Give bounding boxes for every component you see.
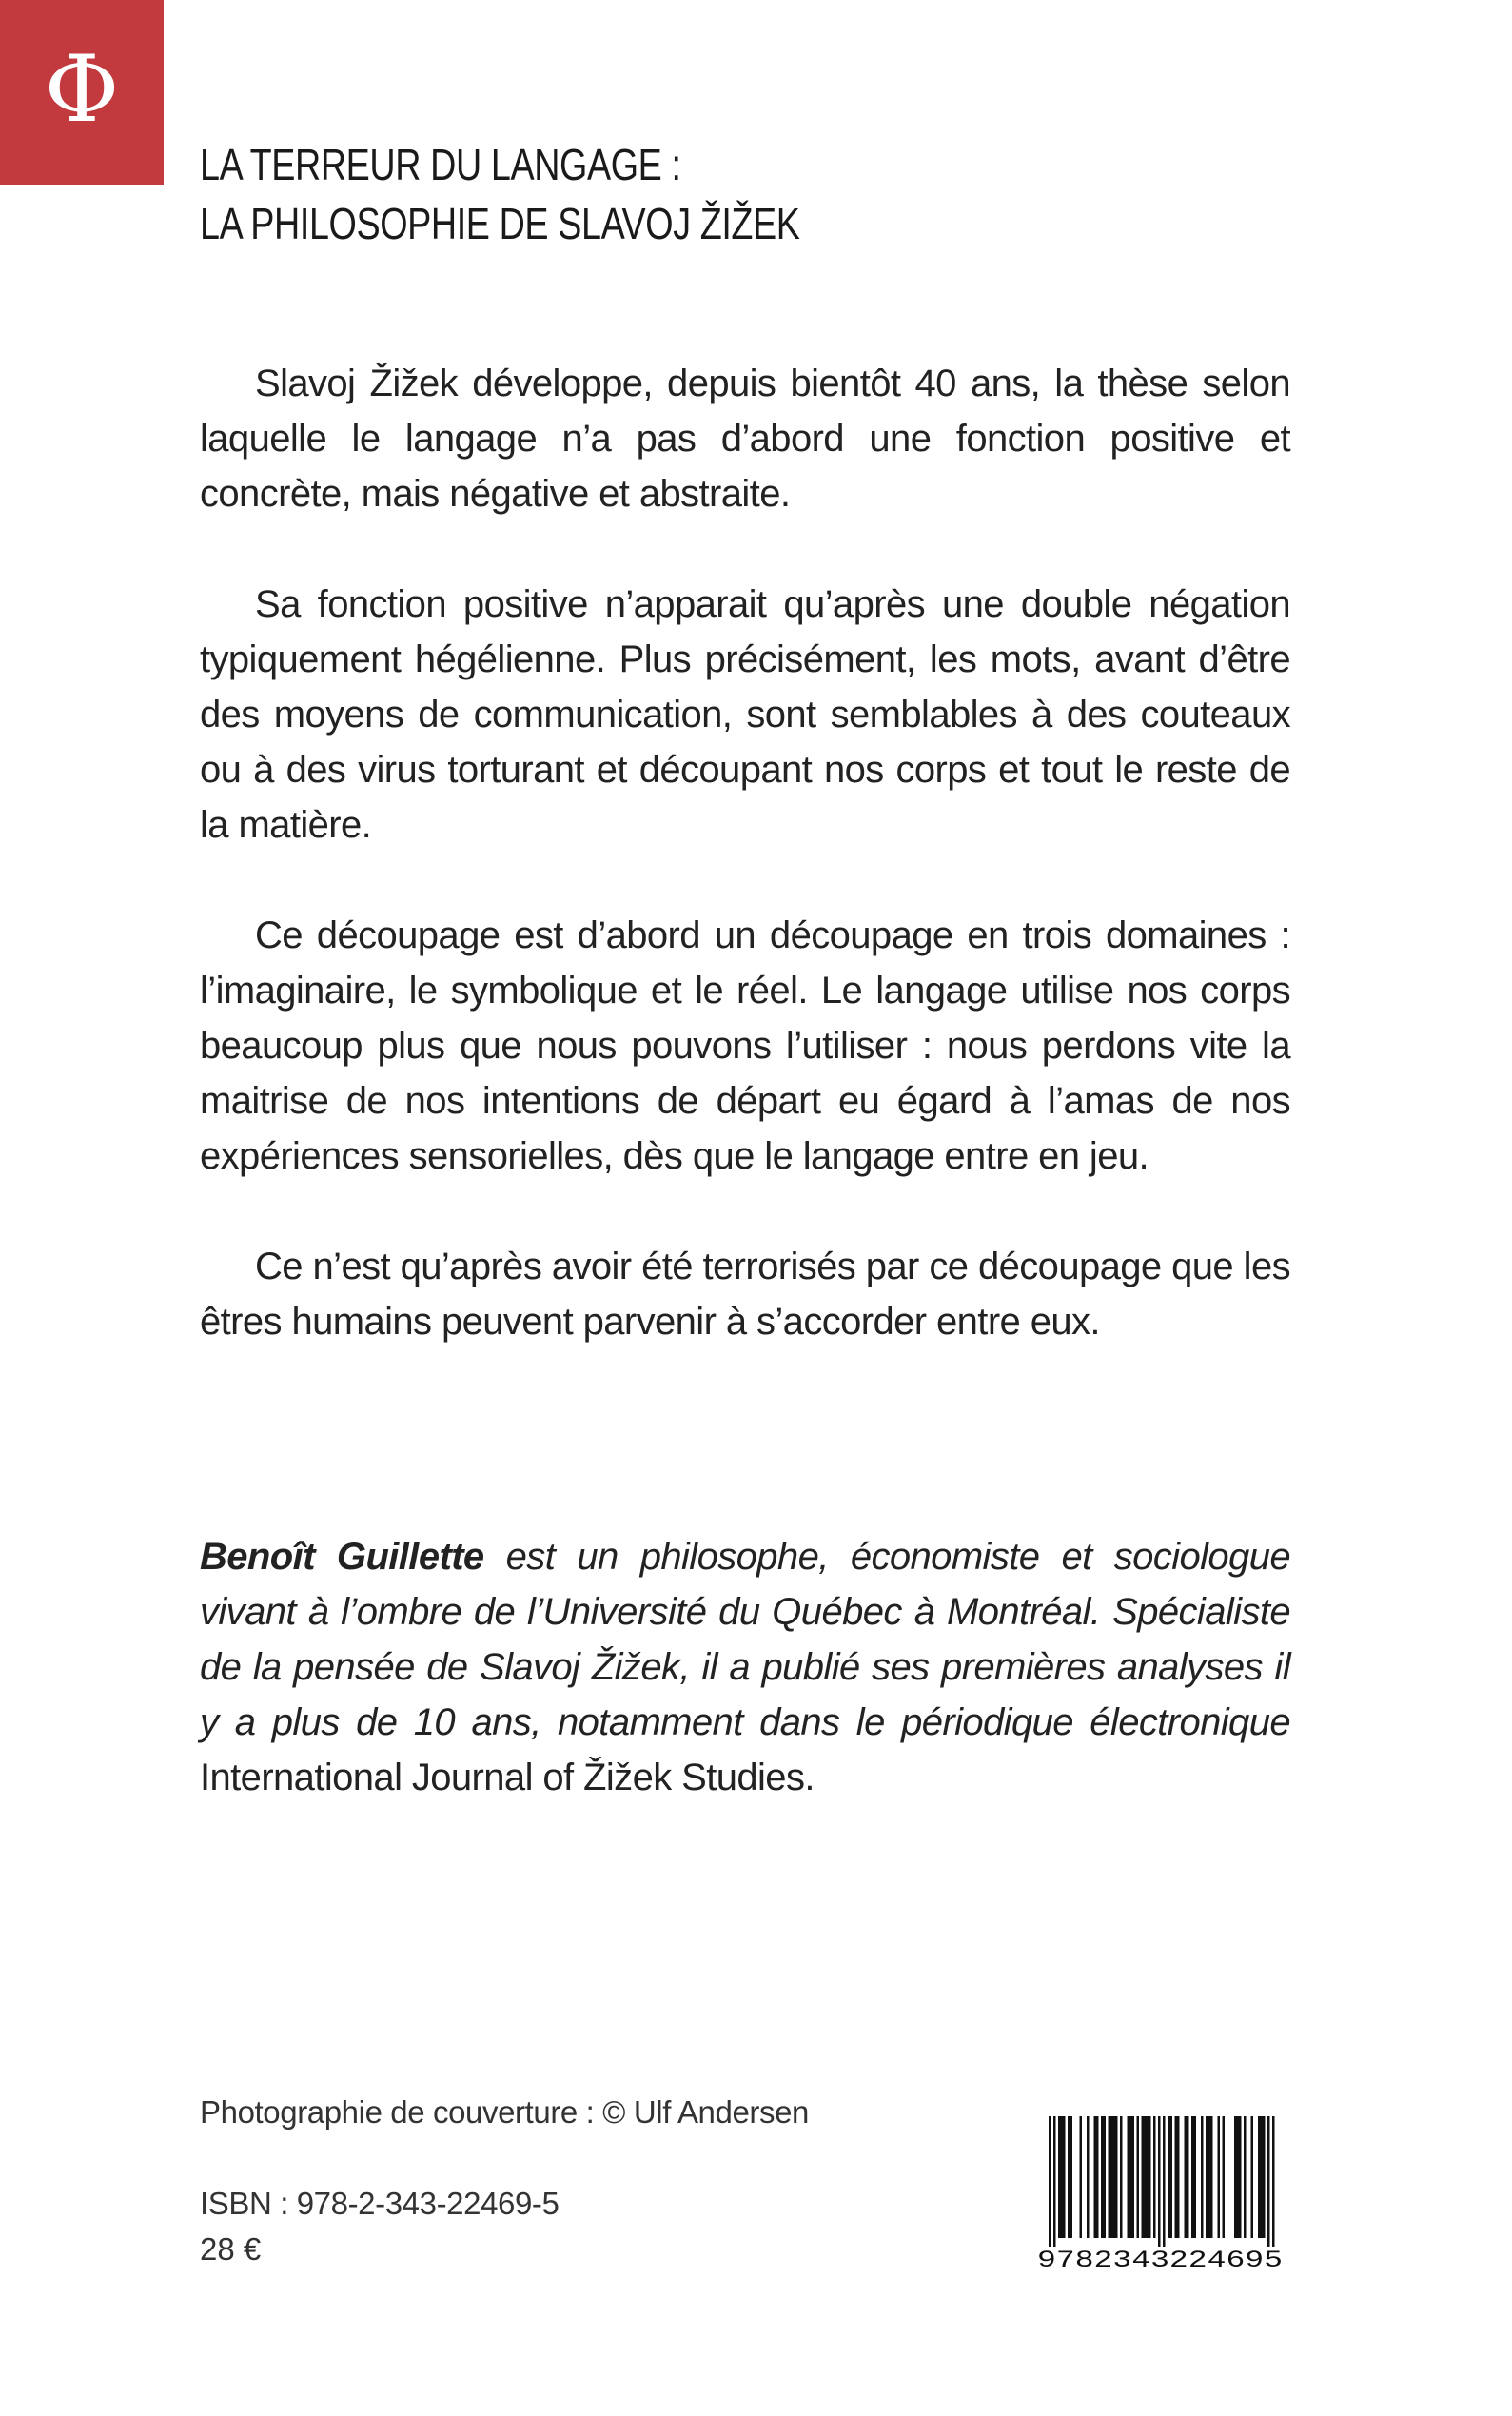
barcode-bar — [1068, 2116, 1070, 2238]
barcode-bar — [1175, 2116, 1178, 2238]
barcode-bar — [1177, 2116, 1180, 2238]
barcode-bar — [1263, 2116, 1266, 2238]
barcode-bar — [1063, 2116, 1066, 2238]
barcode-bar — [1251, 2116, 1254, 2238]
barcode-bar — [1187, 2116, 1189, 2238]
price: 28 € — [200, 2231, 262, 2267]
barcode-bar — [1110, 2116, 1113, 2238]
barcode-bar — [1101, 2116, 1104, 2238]
barcode-bar — [1158, 2116, 1161, 2247]
barcode-bar — [1272, 2116, 1275, 2247]
barcode-bar — [1191, 2116, 1194, 2238]
barcode-bar — [1153, 2116, 1156, 2238]
barcode-bar — [1267, 2116, 1270, 2247]
summary-paragraph: Slavoj Žižek développe, depuis bientôt 40 ans, la thèse selon laquelle le langage n’a pas d’abord une fonction positive et concrète, mais négative et abstraite. — [200, 363, 1290, 515]
barcode-bar — [1258, 2116, 1261, 2238]
barcode-bar — [1163, 2116, 1166, 2247]
book-title-line-1: LA TERREUR DU LANGAGE : — [200, 140, 681, 189]
photo-credit: Photographie de couverture : © Ulf Andersen — [200, 2094, 810, 2130]
barcode-bar — [1244, 2116, 1247, 2238]
summary-paragraph: Ce découpage est d’abord un découpage en trois domaines : l’imaginaire, le symbolique et le réel. Le langage utilise nos corps beaucoup plus que nous pouvons l’utiliser : nous perdons vite la maitrise de nos intentions de départ eu égard à l’amas de nos expériences sensorielles, dès que le langage entre en jeu. — [200, 914, 1290, 1177]
barcode-bar — [1137, 2116, 1140, 2238]
barcode-bar — [1170, 2116, 1173, 2238]
barcode-bar — [1070, 2116, 1073, 2238]
barcode-bar — [1053, 2116, 1056, 2247]
author-bio-text: est un philosophe, économiste et sociologue vivant à l’ombre de l’Université du Québec à Montréal. Spécialiste de la pensée de Slavoj Žižek, il a publié ses premières analyses il y a plus de 10 ans, notamment dans le périodique électronique — [200, 1536, 1290, 1743]
author-name: Benoît Guillette — [200, 1536, 484, 1578]
barcode-bar — [1144, 2116, 1147, 2238]
barcode-bar — [1096, 2116, 1099, 2238]
barcode-bar — [1109, 2116, 1111, 2238]
book-title — [200, 135, 800, 253]
barcode-bar — [1061, 2116, 1064, 2238]
isbn: ISBN : 978-2-343-22469-5 — [200, 2186, 560, 2221]
barcode-bars — [1049, 2116, 1275, 2247]
summary-paragraph: Ce n’est qu’après avoir été terrorisés par ce découpage que les êtres humains peuvent parvenir à s’accorder entre eux. — [200, 1246, 1290, 1343]
barcode-bar — [1210, 2116, 1213, 2238]
phi-logo-icon: Φ — [44, 36, 120, 143]
barcode-bar — [1115, 2116, 1118, 2238]
publisher-logo — [0, 0, 164, 185]
summary-paragraph: Sa fonction positive n’apparait qu’après une double négation typiquement hégélienne. Plus précisément, les mots, avant d’être des moyens de communication, sont semblables à des couteaux ou à des virus torturant et découpant nos corps et tout le reste de la matière. — [200, 583, 1290, 846]
barcode-bar — [1168, 2116, 1170, 2238]
barcode-bar — [1234, 2116, 1237, 2238]
barcode-bar — [1194, 2116, 1197, 2238]
barcode-bar — [1120, 2116, 1123, 2238]
barcode-bar — [1087, 2116, 1090, 2238]
barcode-bar — [1206, 2116, 1208, 2238]
author-bio — [200, 1529, 1290, 1805]
barcode-bar — [1049, 2116, 1051, 2247]
barcode — [1030, 2114, 1291, 2273]
book-title-line-2: LA PHILOSOPHIE DE SLAVOJ ŽIŽEK — [200, 199, 800, 248]
barcode-bar — [1237, 2116, 1240, 2238]
barcode-bar — [1218, 2116, 1221, 2238]
barcode-bar — [1223, 2116, 1226, 2238]
barcode-bar — [1149, 2116, 1151, 2238]
barcode-digits: 9782343224695 — [1037, 2247, 1283, 2273]
barcode-bar — [1201, 2116, 1204, 2238]
barcode-bar — [1128, 2116, 1130, 2238]
barcode-bar — [1261, 2116, 1264, 2238]
barcode-bar — [1147, 2116, 1149, 2238]
barcode-bar — [1113, 2116, 1116, 2238]
barcode-bar — [1185, 2116, 1188, 2238]
barcode-bar — [1080, 2116, 1083, 2238]
barcode-bar — [1094, 2116, 1097, 2238]
barcode-bar — [1208, 2116, 1211, 2238]
barcode-bar — [1142, 2116, 1145, 2238]
book-summary — [200, 356, 1290, 1404]
journal-title: International Journal of Žižek Studies — [200, 1757, 805, 1798]
barcode-bar — [1129, 2116, 1132, 2238]
barcode-bar — [1239, 2116, 1242, 2238]
barcode-bar — [1132, 2116, 1135, 2238]
barcode-bar — [1104, 2116, 1107, 2238]
author-bio-end: . — [804, 1757, 815, 1798]
barcode-bar — [1058, 2116, 1061, 2238]
